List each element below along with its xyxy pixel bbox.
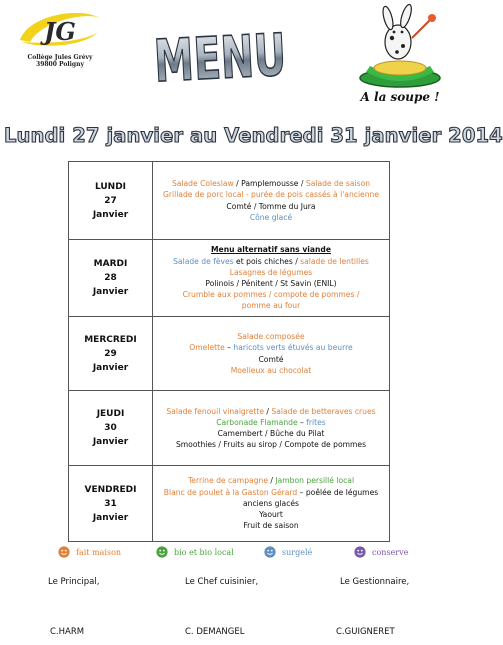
dish-line bbox=[237, 331, 304, 342]
dish-text: / bbox=[268, 476, 276, 486]
day-name: MERCREDI bbox=[84, 334, 137, 345]
dish-text: Cône glacé bbox=[249, 212, 293, 222]
day-number: 28 bbox=[104, 273, 117, 283]
legend-surgele bbox=[264, 546, 312, 558]
dish-line bbox=[183, 289, 360, 300]
legend-label: bio et bio local bbox=[174, 547, 234, 557]
day-cell bbox=[69, 391, 153, 465]
day-number: 31 bbox=[104, 498, 117, 509]
dish-text: – bbox=[224, 343, 234, 353]
dish-line bbox=[243, 498, 299, 509]
dish-line bbox=[189, 342, 352, 353]
dish-text: / bbox=[298, 179, 306, 189]
dish-line bbox=[163, 189, 379, 200]
dishes-cell bbox=[153, 466, 389, 541]
dishes-cell bbox=[153, 317, 389, 390]
dish-text: Smoothies / Fruits au sirop / Compote de pommes bbox=[175, 440, 367, 450]
day-cell bbox=[69, 317, 153, 390]
dish-line bbox=[164, 487, 378, 498]
rabbit-bowl-icon bbox=[352, 4, 448, 90]
day-month: Janvier bbox=[92, 437, 129, 447]
dish-text: Camembert / Bûche du Pilat bbox=[217, 429, 325, 438]
dish-text: Salade composée bbox=[237, 332, 305, 342]
name-gestionnaire: C.GUIGNERET bbox=[336, 627, 395, 637]
dish-line bbox=[216, 417, 326, 428]
legend-fait-maison bbox=[58, 546, 121, 558]
dish-text: Jambon persillé local bbox=[275, 476, 355, 486]
svg-text:MENU: MENU bbox=[152, 17, 349, 96]
dish-text: Grillade de porc local bbox=[162, 190, 244, 200]
dish-text: anciens glacés bbox=[243, 498, 299, 508]
day-month: Janvier bbox=[92, 512, 129, 523]
role-principal: Le Principal, bbox=[48, 577, 100, 587]
dishes-cell bbox=[153, 162, 389, 239]
dish-text: / bbox=[233, 179, 242, 189]
legend-conserve bbox=[354, 546, 408, 558]
dish-text: frites bbox=[306, 417, 326, 427]
day-cell bbox=[69, 466, 153, 541]
soupe-illustration bbox=[352, 4, 448, 108]
legend-label: surgelé bbox=[282, 547, 313, 557]
dish-text: Moelleux au chocolat bbox=[230, 365, 312, 375]
svg-text:JG: JG bbox=[44, 17, 76, 46]
name-principal: C.HARM bbox=[50, 627, 85, 637]
dish-text: Salade fenouil vinaigrette bbox=[166, 406, 265, 416]
dish-line bbox=[259, 509, 283, 520]
dish-line bbox=[242, 300, 300, 311]
dish-line bbox=[231, 365, 312, 376]
dish-text: Salade Coleslaw bbox=[171, 179, 234, 189]
day-month: Janvier bbox=[92, 362, 129, 373]
dish-line bbox=[250, 212, 292, 223]
logo-college-name: Collège Jules Grévy bbox=[27, 54, 93, 61]
jg-logo-mark bbox=[18, 8, 102, 52]
soupe-caption: A la soupe ! bbox=[360, 90, 440, 104]
day-name: VENDREDI bbox=[84, 484, 137, 495]
legend-label: fait maison bbox=[76, 547, 122, 557]
color-legend bbox=[0, 546, 453, 562]
dish-text: pomme au four bbox=[241, 301, 301, 311]
dish-text: Comté / Tomme du Jura bbox=[226, 201, 316, 211]
week-date-range: Lundi 27 janvier au Vendredi 31 janvier 2014 bbox=[4, 124, 503, 147]
day-number: 27 bbox=[104, 195, 117, 206]
role-gestionnaire: Le Gestionnaire, bbox=[340, 577, 410, 587]
day-month: Janvier bbox=[92, 209, 129, 220]
logo-college-city: 39800 Poligny bbox=[36, 61, 84, 68]
dish-text: Yaourt bbox=[259, 510, 283, 520]
dish-text: Crumble aux pommes / compote de pommes / bbox=[182, 290, 360, 300]
dish-line bbox=[243, 520, 298, 531]
dish-text: Pamplemousse bbox=[241, 179, 299, 189]
dish-text: - purée de pois cassés à l'ancienne bbox=[243, 190, 380, 200]
smiley-icon bbox=[354, 546, 366, 558]
dish-text: Terrine de campagne bbox=[187, 476, 268, 486]
dish-line bbox=[172, 178, 370, 189]
dishes-cell bbox=[153, 240, 389, 316]
smiley-icon bbox=[58, 546, 70, 558]
dish-text: Polinois / Pénitent / St Savin (ENIL) bbox=[205, 279, 337, 288]
day-month: Janvier bbox=[92, 287, 129, 297]
smiley-icon bbox=[156, 546, 168, 558]
day-cell bbox=[69, 162, 153, 239]
weekly-menu-table bbox=[68, 161, 390, 542]
dish-text: Fruit de saison bbox=[243, 521, 299, 531]
dish-text: – bbox=[297, 417, 307, 427]
dish-line bbox=[259, 354, 284, 365]
dish-text: Salade de saison bbox=[305, 179, 371, 189]
dish-line bbox=[188, 475, 354, 486]
day-cell bbox=[69, 240, 153, 316]
dish-text: Carbonade Flamande bbox=[216, 417, 298, 427]
college-logo bbox=[10, 8, 110, 68]
dish-text: Lasagnes de légumes bbox=[229, 267, 313, 277]
dish-line bbox=[173, 256, 369, 267]
dish-text: Omelette bbox=[189, 343, 225, 353]
dish-line bbox=[218, 428, 325, 439]
dish-text: salade de lentilles bbox=[300, 256, 369, 266]
day-name: LUNDI bbox=[94, 181, 127, 192]
menu-row-friday bbox=[69, 465, 389, 541]
dish-line bbox=[166, 406, 375, 417]
day-number: 30 bbox=[104, 423, 117, 433]
dish-text: – poêlée de légumes bbox=[297, 487, 379, 497]
menu-row-wednesday bbox=[69, 316, 389, 390]
menu-row-thursday bbox=[69, 390, 389, 465]
dish-text: Blanc de poulet à la Gaston Gérard bbox=[163, 487, 298, 497]
day-number: 29 bbox=[104, 348, 117, 359]
legend-bio-local bbox=[156, 546, 234, 558]
dish-text: / bbox=[264, 406, 272, 416]
dish-text: haricots verts étuvés au beurre bbox=[233, 343, 353, 353]
dish-line bbox=[226, 201, 315, 212]
menu-row-monday bbox=[69, 162, 389, 239]
smiley-icon bbox=[264, 546, 276, 558]
legend-label: conserve bbox=[372, 547, 409, 557]
dish-line bbox=[230, 267, 313, 278]
dish-text: et pois chiches / bbox=[233, 256, 301, 266]
alternative-menu-heading: Menu alternatif sans viande bbox=[210, 245, 331, 255]
dish-text: Salade de betteraves crues bbox=[271, 406, 376, 416]
name-chef-cuisinier: C. DEMANGEL bbox=[185, 627, 245, 637]
dish-text: Salade de fèves bbox=[173, 256, 234, 266]
dish-text: Comté bbox=[258, 354, 284, 364]
dish-line bbox=[205, 278, 336, 289]
day-name: JEUDI bbox=[96, 409, 125, 419]
menu-row-tuesday bbox=[69, 239, 389, 316]
role-chef-cuisinier: Le Chef cuisinier, bbox=[185, 577, 259, 587]
day-name: MARDI bbox=[93, 259, 128, 269]
dishes-cell bbox=[153, 391, 389, 465]
dish-line bbox=[176, 439, 366, 450]
menu-title bbox=[150, 17, 349, 96]
